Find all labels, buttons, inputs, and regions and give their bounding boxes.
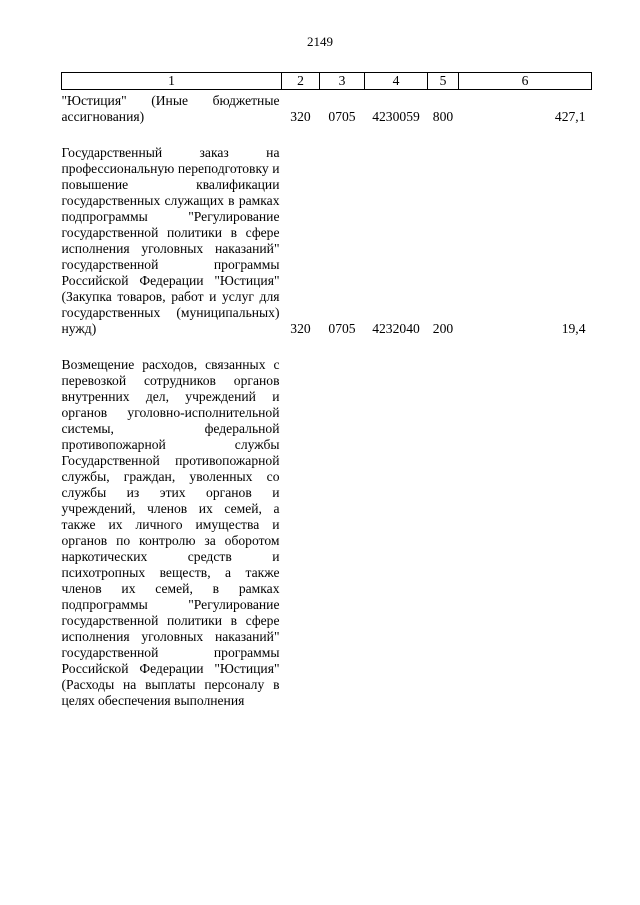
page-number: 2149 bbox=[307, 34, 333, 49]
column-header-4: 4 bbox=[365, 73, 428, 90]
table-row bbox=[62, 355, 592, 709]
row-description: Государственный заказ на профессиональную переподготовку и повышение квалификации государственных служащих в рамках подпрограммы "Регулирование государственной политики в сфере исполнения уголовных наказаний" государственной программы Российской Федерации "Юстиция" (Закупка товаров, работ и услуг для государственных (муниципальных) нужд) bbox=[61, 145, 280, 336]
row-code-section bbox=[320, 355, 365, 709]
table-row bbox=[62, 90, 592, 126]
row-code-article bbox=[365, 355, 428, 709]
row-code-ministry: 320 bbox=[290, 109, 311, 124]
row-code-section: 0705 bbox=[328, 109, 356, 124]
row-code-ministry bbox=[282, 355, 320, 709]
row-amount bbox=[459, 355, 592, 709]
row-code-expense-type: 800 bbox=[432, 109, 454, 124]
row-code-expense-type bbox=[428, 355, 459, 709]
budget-table bbox=[61, 72, 592, 709]
column-header-5: 5 bbox=[428, 73, 459, 90]
table-row bbox=[62, 143, 592, 337]
column-header-3: 3 bbox=[320, 73, 365, 90]
row-spacer bbox=[62, 337, 592, 355]
row-spacer bbox=[62, 125, 592, 143]
row-code-expense-type: 200 bbox=[432, 321, 454, 336]
column-header-1: 1 bbox=[62, 73, 282, 90]
row-amount: 427,1 bbox=[554, 109, 586, 124]
row-code-section: 0705 bbox=[328, 321, 356, 336]
row-code-article: 4232040 bbox=[372, 321, 420, 336]
column-header-2: 2 bbox=[282, 73, 320, 90]
column-header-6: 6 bbox=[459, 73, 592, 90]
row-description: "Юстиция" (Иные бюджетные ассигнования) bbox=[61, 93, 280, 124]
row-amount: 19,4 bbox=[561, 321, 586, 336]
row-code-ministry: 320 bbox=[290, 321, 311, 336]
row-code-article: 4230059 bbox=[372, 109, 420, 124]
row-description: Возмещение расходов, связанных с перевозкой сотрудников органов внутренних дел, учреждений и органов уголовно-исполнительной системы, федеральной противопожарной службы Государственной противопожарной службы, граждан, уволенных со службы из этих органов и учреждений, членов их семей, а также их личного имущества и органов по контролю за оборотом наркотических средств и психотропных веществ, а также членов их семей, в рамках подпрограммы "Регулирование государственной политики в сфере исполнения уголовных наказаний" государственной программы Российской Федерации "Юстиция" (Расходы на выплаты персоналу в целях обеспечения выполнения bbox=[61, 357, 280, 708]
table-header-row bbox=[62, 73, 592, 90]
